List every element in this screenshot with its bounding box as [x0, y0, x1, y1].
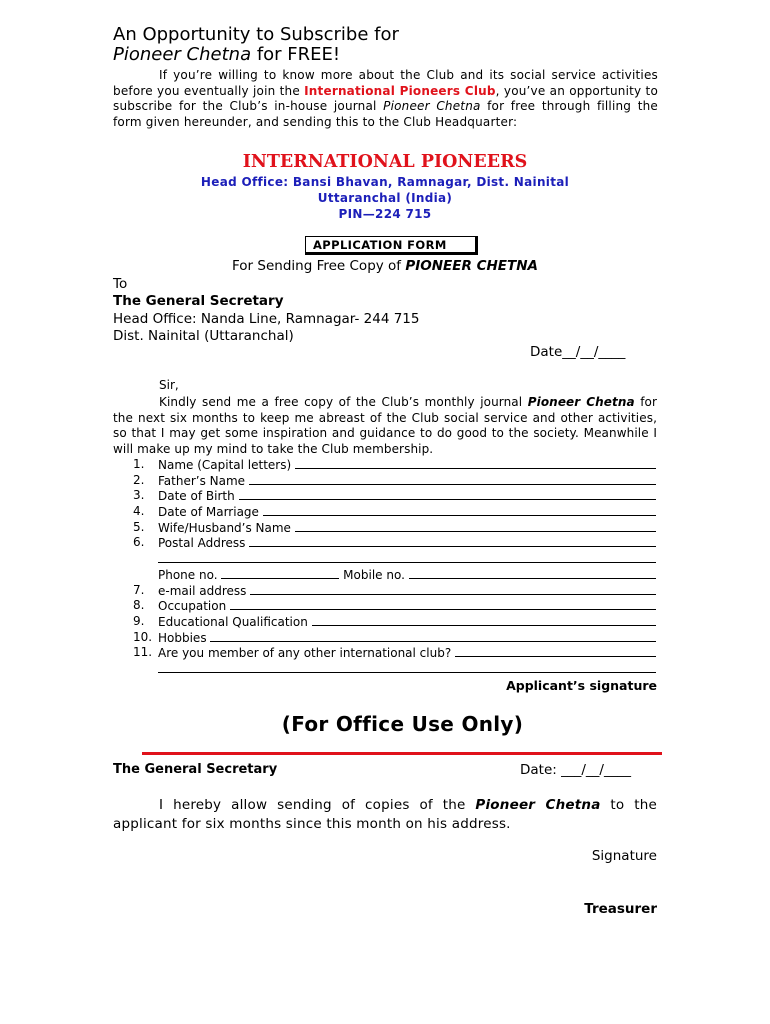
allow-text-1: I hereby allow sending of copies of the — [159, 797, 476, 813]
applicant-fields-list — [113, 457, 657, 677]
allow-journal: Pioneer Chetna — [475, 797, 601, 813]
form-field-row[interactable] — [113, 488, 657, 504]
field-input-line[interactable] — [295, 520, 656, 532]
field-input-line[interactable] — [249, 535, 656, 547]
field-input-line[interactable] — [239, 488, 656, 500]
form-field-row[interactable] — [113, 457, 657, 473]
office-use-title: (For Office Use Only) — [281, 712, 524, 736]
field-label: Date of Birth — [158, 489, 239, 504]
office-gensec-label: The General Secretary — [113, 762, 278, 777]
field-number: 2. — [133, 472, 145, 487]
intro-title-line1: An Opportunity to Subscribe for — [113, 24, 399, 45]
subtitle-journal: PIONEER CHETNA — [405, 258, 538, 274]
intro-paragraph — [113, 68, 658, 130]
office-allow-text — [113, 796, 657, 834]
letter-text-1: Kindly send me a free copy of the Club’s monthly journal — [159, 395, 528, 409]
field-number: 4. — [133, 504, 145, 519]
field-label: Name (Capital letters) — [158, 458, 295, 472]
intro-title-line2 — [113, 45, 399, 65]
salutation: Sir, — [159, 378, 179, 392]
field-label: Mobile no. — [339, 567, 409, 582]
form-subtitle — [0, 258, 770, 274]
field-number: 8. — [133, 598, 145, 613]
field-number: 10. — [133, 629, 153, 644]
letter-date-field[interactable]: Date__/__/____ — [530, 344, 626, 360]
form-field-row[interactable] — [113, 504, 657, 520]
intro-title-rest: for FREE! — [251, 44, 341, 65]
field-label: Phone no. — [158, 567, 222, 582]
to-label: To — [113, 276, 128, 292]
application-form-badge: APPLICATION FORM — [305, 236, 478, 255]
form-field-row[interactable] — [113, 614, 657, 630]
club-name-highlight: International Pioneers Club — [304, 83, 496, 98]
form-field-row[interactable] — [113, 520, 657, 536]
org-name: INTERNATIONAL PIONEERS — [242, 152, 528, 172]
form-field-row[interactable] — [113, 661, 657, 677]
field-label: Are you member of any other international club? — [158, 646, 456, 661]
field-input-line[interactable] — [295, 457, 656, 469]
field-input-line[interactable] — [249, 473, 656, 485]
org-pin: PIN—224 715 — [338, 207, 432, 221]
field-number: 6. — [133, 535, 145, 550]
treasurer-label: Treasurer — [584, 901, 657, 917]
office-signature-label: Signature — [591, 848, 657, 864]
letter-text-2: for the next six months to keep me abreast of the Club social service and other activities, so that I may get some inspiration and guidance to do good to the society. Meanwhile I will make up my mind to take the Club membership. — [113, 395, 657, 457]
field-input-line[interactable] — [312, 614, 656, 626]
letter-body — [113, 395, 657, 458]
field-input-line[interactable] — [455, 645, 656, 657]
field-input-line[interactable] — [210, 630, 656, 642]
form-field-row[interactable] — [113, 551, 657, 567]
intro-text-1: If you’re willing to know more about the Club and its social service activities before you eventually join the — [113, 68, 658, 98]
form-field-row[interactable] — [113, 630, 657, 646]
org-address-line1: Head Office: Bansi Bhavan, Ramnagar, Dist. Nainital — [200, 175, 570, 189]
intro-text-2: , you’ve an opportunity to subscribe for the Club’s in-house journal — [113, 83, 658, 113]
intro-text-3: for free through filling the form given hereunder, and sending this to the Club Headquarter: — [113, 99, 658, 129]
field-number: 11. — [133, 645, 153, 660]
field-number: 7. — [133, 582, 145, 597]
field-input-line[interactable] — [250, 583, 656, 595]
intro-title — [113, 25, 399, 65]
recipient-address1: Head Office: Nanda Line, Ramnagar- 244 715 — [113, 311, 420, 327]
org-address-line2: Uttaranchal (India) — [317, 191, 453, 205]
applicant-signature-label: Applicant’s signature — [506, 678, 657, 693]
allow-text-2: to the applicant for six months since this month on his address. — [113, 797, 657, 832]
form-field-row[interactable] — [113, 473, 657, 489]
field-label: Date of Marriage — [158, 505, 263, 520]
field-label: Occupation — [158, 599, 231, 614]
office-divider — [142, 752, 662, 755]
intro-journal-name: Pioneer Chetna — [383, 99, 481, 113]
form-field-row[interactable] — [113, 535, 657, 551]
field-label: Postal Address — [158, 536, 250, 551]
field-label: Father’s Name — [158, 473, 249, 488]
field-input-line[interactable] — [158, 661, 656, 673]
field-input-line[interactable] — [230, 598, 656, 610]
form-field-row[interactable] — [113, 583, 657, 599]
subtitle-prefix: For Sending Free Copy of — [232, 258, 406, 274]
field-label: Wife/Husband’s Name — [158, 520, 295, 535]
recipient-address2: Dist. Nainital (Uttaranchal) — [113, 328, 294, 344]
form-field-row[interactable] — [113, 598, 657, 614]
form-field-row[interactable] — [113, 567, 657, 583]
field-label: Educational Qualification — [158, 614, 312, 629]
field-input-line[interactable] — [263, 504, 656, 516]
field-input-line[interactable] — [409, 567, 656, 579]
field-label: Hobbies — [158, 630, 211, 645]
field-number: 9. — [133, 613, 145, 628]
field-number: 5. — [133, 519, 145, 534]
recipient-title: The General Secretary — [113, 293, 284, 309]
field-number: 3. — [133, 488, 145, 503]
phone-input-line[interactable] — [221, 567, 339, 579]
field-number: 1. — [133, 457, 145, 471]
form-field-row[interactable] — [113, 645, 657, 661]
office-date-field[interactable]: Date: ___/__/____ — [520, 762, 631, 778]
field-input-line[interactable] — [158, 551, 656, 563]
field-label: e-mail address — [158, 583, 251, 598]
intro-title-journal: Pioneer Chetna — [113, 44, 252, 65]
letter-journal: Pioneer Chetna — [527, 395, 635, 409]
